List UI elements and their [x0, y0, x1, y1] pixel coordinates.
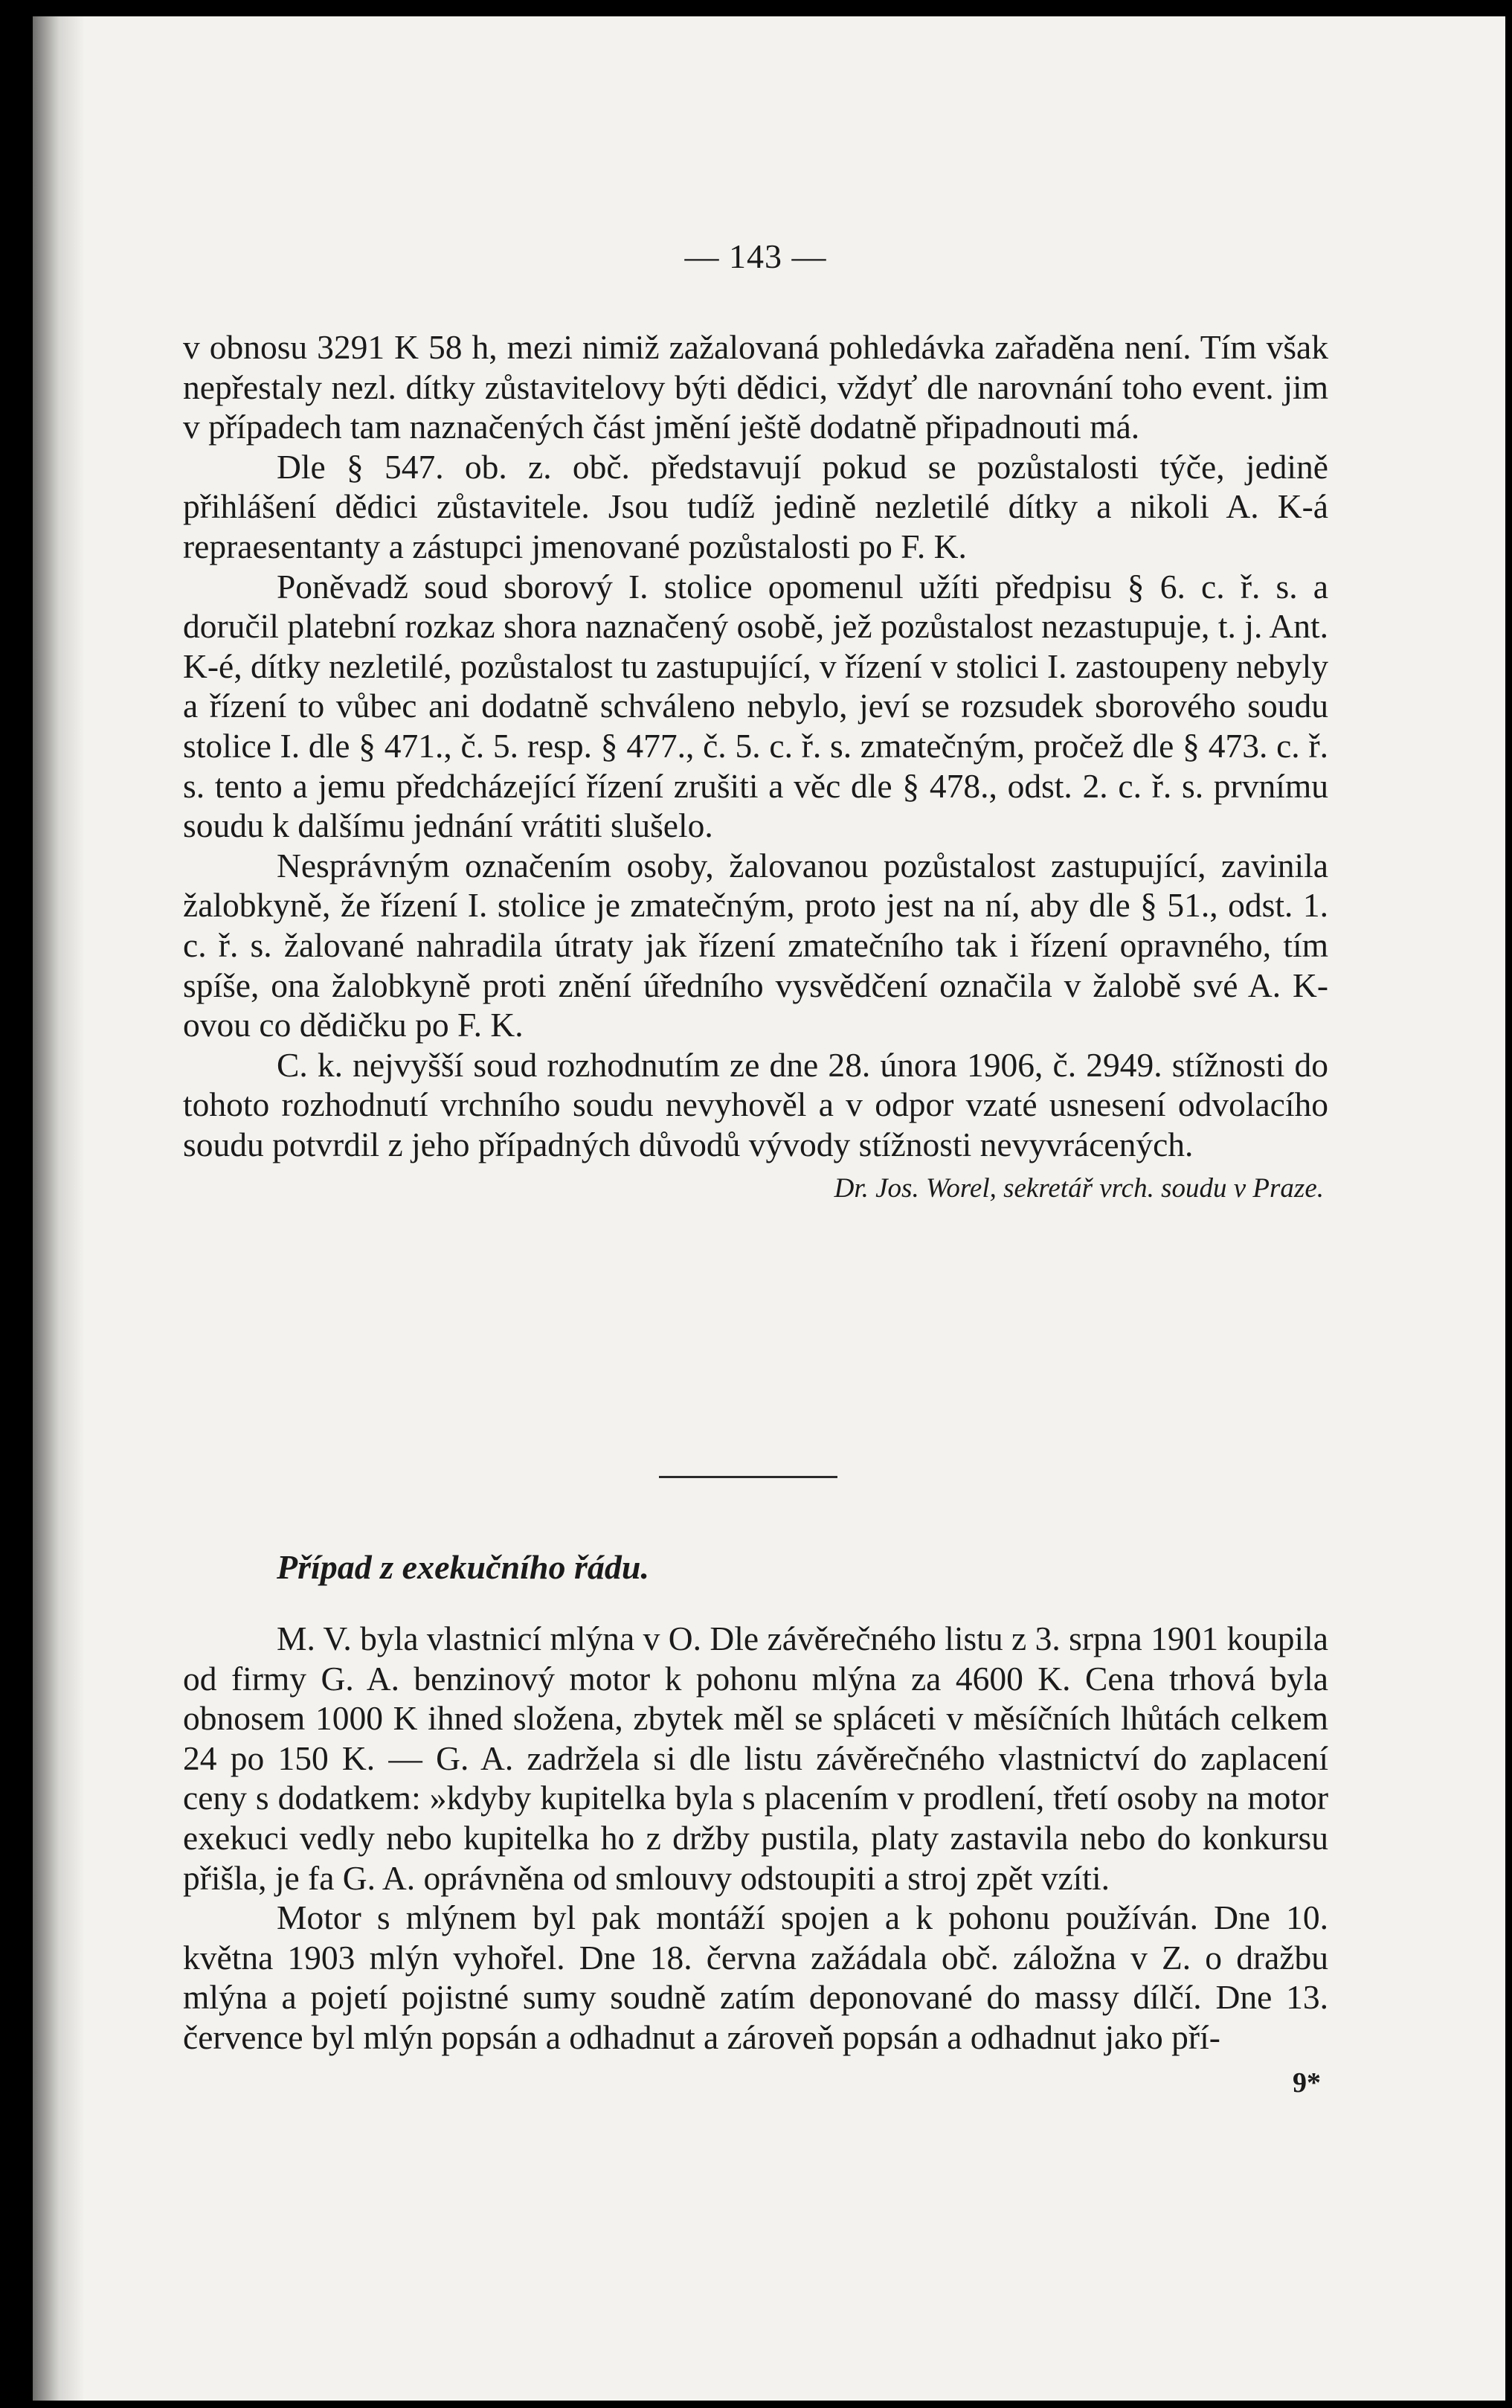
paragraph-1: v obnosu 3291 K 58 h, mezi nimiž zažalovaná pohledávka zařaděna není. Tím však nepřestaly nezl. dítky zůstavitelovy býti dědici, vždyť dle narovnání toho event. jim v případech tam naznačených část jmění ještě dodatně připadnouti má. [183, 328, 1328, 446]
paragraph-3: Poněvadž soud sborový I. stolice opomenul užíti předpisu § 6. c. ř. s. a doručil platební rozkaz shora naznačený osobě, jež pozůstalost nezastupuje, t. j. Ant. K-é, dítky nezletilé, pozůstalost tu zastupující, v řízení v stolici I. zastoupeny nebyly a řízení to vůbec ani dodatně schváleno nebylo, jeví se rozsudek sborového soudu stolice I. dle § 471., č. 5. resp. § 477., č. 5. c. ř. s. zmatečným, pročež dle § 473. c. ř. s. tento a jemu předcházející řízení zrušiti a věc dle § 478., odst. 2. c. ř. s. prvnímu soudu k dalšímu jednání vrátiti slušelo. [183, 567, 1328, 845]
book-page [33, 16, 1505, 2401]
paragraph-2: Dle § 547. ob. z. obč. představují pokud se pozůstalosti týče, jedině přihlášení dědici zůstavitele. Jsou tudíž jedině nezletilé dítky a nikoli A. K-á repraesentanty a zástupci jmenované pozůstalosti po F. K. [183, 447, 1328, 565]
execution-case-section [183, 1547, 1328, 2099]
paragraph-4: Nesprávným označením osoby, žalovanou pozůstalost zastupující, zavinila žalobkyně, že řízení I. stolice je zmatečným, proto jest na ní, aby dle § 51., odst. 1. c. ř. s. žalované nahradila útraty jak řízení zmatečního tak i řízení opravného, tím spíše, ona žalobkyně proti znění úředního vysvědčení označila v žalobě své A. K-ovou co dědičku po F. K. [183, 846, 1328, 1044]
section-divider [659, 1476, 837, 1478]
ruling-text [183, 327, 1328, 1207]
section-heading: Případ z exekučního řádu. [277, 1548, 649, 1586]
section-paragraph-2: Motor s mlýnem byl pak montáží spojen a k pohonu používán. Dne 10. května 1903 mlýn vyhořel. Dne 18. června zažádala obč. záložna v Z. o dražbu mlýna a pojetí pojistné sumy soudně zatím deponované do massy dílčí. Dne 13. července byl mlýn popsán a odhadnut a zároveň popsán a odhadnut jako pří- [183, 1898, 1328, 2056]
signature-mark: 9* [1293, 2067, 1321, 2099]
paragraph-5: C. k. nejvyšší soud rozhodnutím ze dne 28. února 1906, č. 2949. stížnosti do tohoto rozhodnutí vrchního soudu nevyhověl a v odpor vzaté usnesení odvolacího soudu potvrdil z jeho případných důvodů vývody stížnosti nevyvrácených. [183, 1045, 1328, 1163]
binding-shadow [33, 16, 85, 2401]
section-paragraph-1: M. V. byla vlastnicí mlýna v O. Dle závěrečného listu z 3. srpna 1901 koupila od firmy G. A. benzinový motor k pohonu mlýna za 4600 K. Cena trhová byla obnosem 1000 K ihned složena, zbytek měl se spláceti v měsíčních lhůtách celkem 24 po 150 K. — G. A. zadržela si dle listu závěrečného vlastnictví do zaplacení ceny s dodatkem: »kdyby kupitelka byla s placením v prodlení, třetí osoby na motor exekuci vedly nebo kupitelka ho z držby pustila, platy zastavila nebo do konkursu přišla, je fa G. A. oprávněna od smlouvy odstoupiti a stroj zpět vzíti. [183, 1619, 1328, 1897]
page-number: — 143 — [684, 237, 827, 275]
author-signature: Dr. Jos. Worel, sekretář vrch. soudu v Praze. [834, 1173, 1324, 1204]
